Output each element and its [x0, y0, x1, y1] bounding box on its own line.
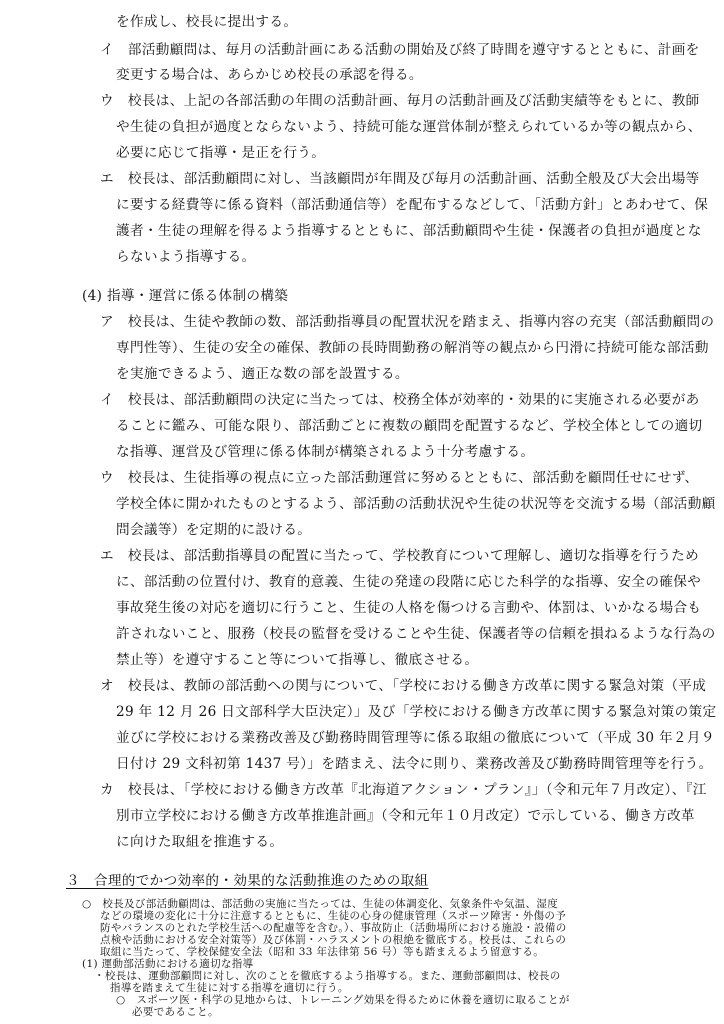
text-line: などの環境の変化に十分に注意するとともに、生徒の心身の健康管理（スポーツ障害・外傷の予 — [100, 910, 567, 922]
text-line: ○ 校長及び部活動顧問は、部活動の実施に当たっては、生徒の体調変化、気象条件や気温、湿度 — [82, 898, 559, 910]
text-line: に向けた取組を推進する。 — [116, 834, 284, 850]
text-line: イ 部活動顧問は、毎月の活動計画にある活動の開始及び終了時間を遵守するとともに、計画を — [100, 42, 700, 58]
section-heading: ３ 合理的でかつ効率的・効果的な活動推進のための取組 — [66, 873, 429, 889]
text-line: ウ 校長は、上記の各部活動の年間の活動計画、毎月の活動計画及び活動実績等をもとに、教師 — [100, 93, 700, 109]
text-line: 護者・生徒の理解を得るよう指導するとともに、部活動顧問や生徒・保護者の負担が過度とな — [116, 223, 702, 239]
text-line: 必要であること。 — [132, 1006, 219, 1018]
text-line: 取組に当たって、学校保健安全法（昭和 33 年法律第 56 号）等も踏まえるよう留意する。 — [100, 946, 545, 958]
text-line: オ 校長は、教師の部活動への関与について、「学校における働き方改革に関する緊急対策（平成 — [100, 678, 707, 694]
text-line: 事故発生後の対応を適切に行うこと、生徒の人格を傷つける言動や、体罰は、いかなる場合も — [116, 600, 702, 616]
text-line: 禁止等）を遵守すること等について指導し、徹底させる。 — [116, 652, 479, 668]
text-line: エ 校長は、部活動顧問に対し、当該顧問が年間及び毎月の活動計画、活動全般及び大会出場等 — [100, 171, 700, 187]
text-line: カ 校長は、「学校における働き方改革『北海道アクション・プラン』」（令和元年７月改定）、『江 — [100, 782, 707, 798]
text-line: 日付け 29 文科初第 1437 号）」を踏まえ、法令に則り、業務改善及び勤務時間管理等を行う。 — [116, 756, 713, 772]
text-line: ○ スポーツ医・科学の見地からは、トレーニング効果を得るために休養を適切に取ることが — [116, 994, 570, 1006]
text-line: や生徒の負担が過度とならないよう、持続可能な運営体制が整えられているか等の観点から、 — [116, 119, 702, 135]
text-line: 学校全体に開かれたものとするよう、部活動の活動状況や生徒の状況等を交流する場（部活動顧 — [116, 496, 716, 512]
text-line: ウ 校長は、生徒指導の視点に立った部活動運営に努めるとともに、部活動を顧問任せにせず、 — [100, 470, 699, 486]
text-line: イ 校長は、部活動顧問の決定に当たっては、校務全体が効率的・効果的に実施される必要があ — [100, 392, 700, 408]
text-line: らないよう指導する。 — [116, 249, 256, 265]
text-line: 変更する場合は、あらかじめ校長の承認を得る。 — [116, 67, 423, 83]
text-line: 防やバランスのとれた学校生活への配慮等を含む。）、事故防止（活動場所における施設・設備の — [100, 922, 567, 934]
text-line: 必要に応じて指導・是正を行う。 — [116, 145, 326, 161]
text-line: 並びに学校における業務改善及び勤務時間管理等に係る取組の徹底について（平成 30 年２月９ — [116, 730, 715, 746]
subsection-heading: (1) 運動部活動における適切な指導 — [82, 958, 254, 970]
text-line: ・校長は、運動部顧問に対し、次のことを徹底するよう指導する。また、運動部顧問は、校長の — [94, 970, 561, 982]
text-line: 29 年 12 月 26 日文部科学大臣決定）」及び「学校における働き方改革に関する緊急対策の策定 — [116, 704, 717, 720]
text-line: を作成し、校長に提出する。 — [116, 14, 298, 30]
text-line: に要する経費等に係る資料（部活動通信等）を配布するなどして、「活動方針」とあわせて、保 — [116, 197, 709, 213]
text-line: に、部活動の位置付け、教育的意義、生徒の発達の段階に応じた科学的な指導、安全の確保や — [116, 574, 702, 590]
text-line: 点検や活動における安全対策等）及び体罰・ハラスメントの根絶を徹底する。校長は、これらの — [100, 934, 567, 946]
text-line: 問会議等）を定期的に設ける。 — [116, 522, 312, 538]
text-line: な指導、運営及び管理に係る体制が構築されるよう十分考慮する。 — [116, 444, 535, 460]
text-line: を実施できるよう、適正な数の部を設置する。 — [116, 366, 409, 382]
text-line: 指導を踏まえて生徒に対する指導を適切に行う。 — [110, 982, 349, 994]
text-line: 専門性等）、生徒の安全の確保、教師の長時間勤務の解消等の観点から円滑に持続可能な部活動 — [116, 340, 709, 356]
text-line: ア 校長は、生徒や教師の数、部活動指導員の配置状況を踏まえ、指導内容の充実（部活動顧問の — [100, 314, 715, 330]
text-line: 許されないこと、服務（校長の監督を受けることや生徒、保護者等の信頼を損ねるような行為の — [116, 626, 716, 642]
text-line: 別市立学校における働き方改革推進計画』（令和元年１０月改定）で示している、働き方改革 — [116, 808, 695, 824]
section-heading: (4) 指導・運営に係る体制の構築 — [82, 288, 289, 304]
text-line: ることに鑑み、可能な限り、部活動ごとに複数の顧問を配置するなど、学校全体としての適切 — [116, 418, 703, 434]
text-line: エ 校長は、部活動指導員の配置に当たって、学校教育について理解し、適切な指導を行うため — [100, 548, 700, 564]
